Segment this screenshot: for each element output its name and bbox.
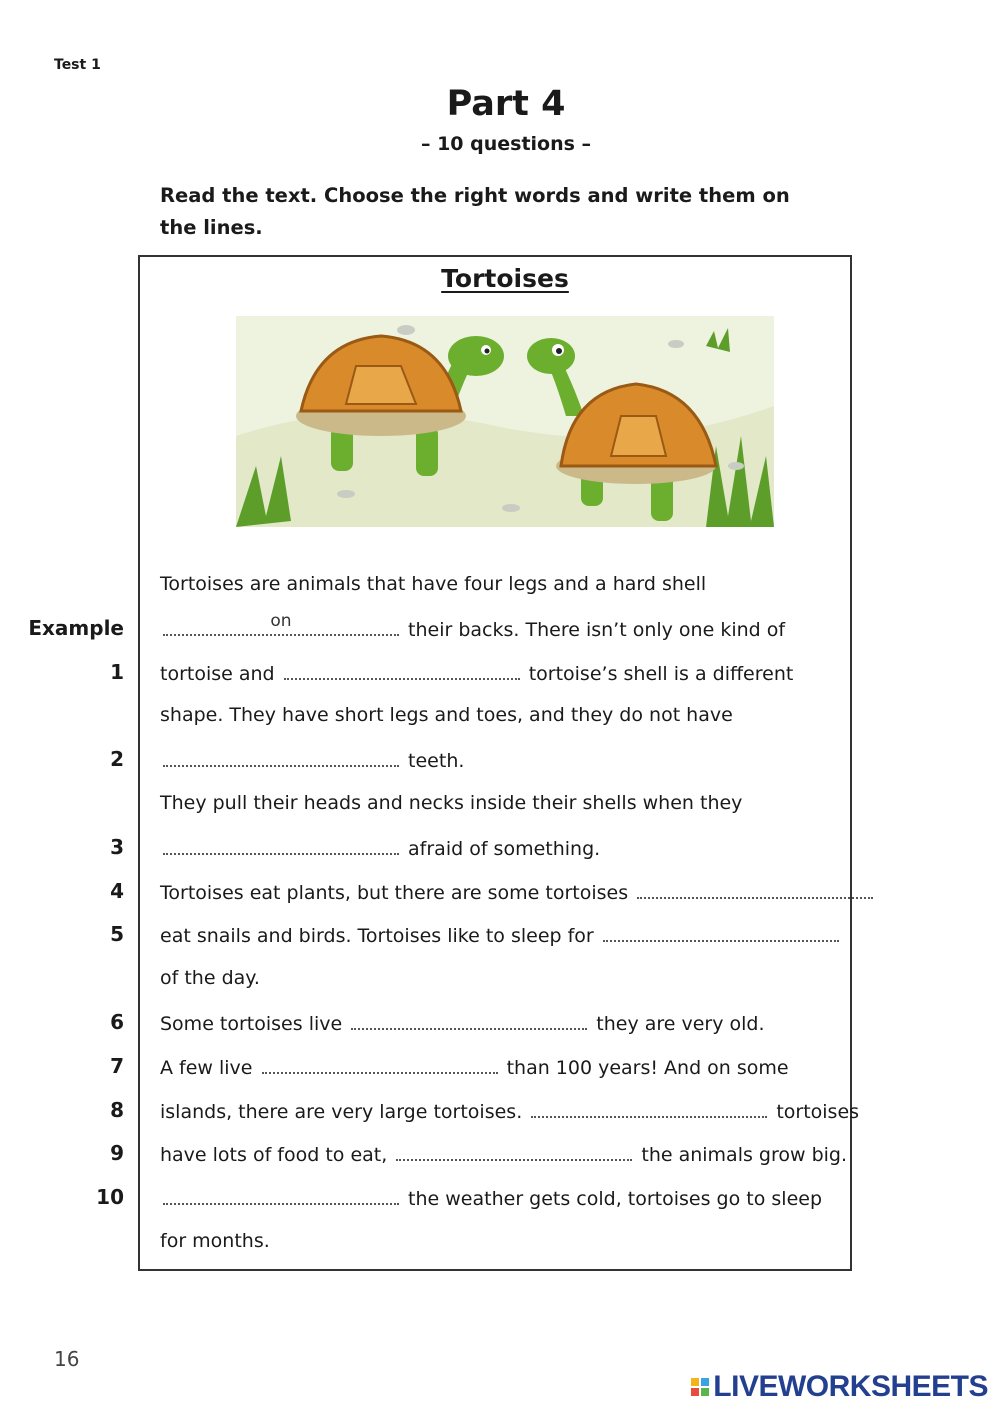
- question-number: 2: [110, 747, 124, 771]
- passage-text: eat snails and birds. Tortoises like to sleep for: [160, 925, 600, 947]
- answer-blank[interactable]: [284, 654, 520, 680]
- passage-text: A few live: [160, 1057, 259, 1079]
- passage-text: tortoise and: [160, 663, 281, 685]
- question-number: 10: [96, 1185, 124, 1209]
- passage-line: [160, 741, 464, 777]
- passage-text: tortoise’s shell is a different: [522, 663, 794, 685]
- passage-text: have lots of food to eat,: [160, 1144, 394, 1166]
- question-number: 8: [110, 1098, 124, 1122]
- passage-line: [160, 1048, 789, 1084]
- part-title: Part 4: [446, 84, 566, 124]
- tortoises-illustration: [236, 316, 774, 527]
- answer-blank[interactable]: [531, 1092, 767, 1118]
- passage-line: [160, 610, 785, 646]
- answer-blank[interactable]: [603, 916, 839, 942]
- passage-line: [160, 1179, 822, 1215]
- question-number: Example: [28, 616, 124, 640]
- answer-blank[interactable]: [637, 873, 873, 899]
- answer-blank[interactable]: [163, 829, 399, 855]
- passage-line: [160, 1135, 847, 1171]
- passage-text: of the day.: [160, 967, 260, 989]
- part-subtitle: – 10 questions –: [420, 133, 592, 155]
- passage-text: the weather gets cold, tortoises go to sleep: [402, 1188, 823, 1210]
- example-answer-line: [163, 610, 399, 636]
- answer-blank[interactable]: [163, 1179, 399, 1205]
- answer-blank[interactable]: [163, 741, 399, 767]
- question-number: 1: [110, 660, 124, 684]
- passage-line: [160, 785, 742, 821]
- passage-text: tortoises: [770, 1101, 860, 1123]
- passage-line: [160, 566, 706, 602]
- passage-text: They pull their heads and necks inside their shells when they: [160, 792, 743, 814]
- passage-line: [160, 829, 600, 865]
- passage-line: [160, 654, 793, 690]
- passage-line: [160, 1004, 765, 1040]
- page-number: 16: [54, 1347, 80, 1371]
- question-number: 3: [110, 835, 124, 859]
- question-number: 7: [110, 1054, 124, 1078]
- passage-text: their backs. There isn’t only one kind of: [402, 619, 786, 641]
- passage-text: for months.: [160, 1230, 270, 1252]
- passage-text: Some tortoises live: [160, 1013, 349, 1035]
- passage-line: [160, 1092, 859, 1128]
- passage-text: the animals grow big.: [635, 1144, 848, 1166]
- passage-text: Tortoises eat plants, but there are some tortoises: [160, 882, 635, 904]
- answer-blank[interactable]: [396, 1135, 632, 1161]
- passage-line: [160, 960, 260, 996]
- brand-name: LIVEWORKSHEETS: [713, 1370, 988, 1403]
- answer-blank[interactable]: [351, 1004, 587, 1030]
- question-number: 9: [110, 1141, 124, 1165]
- question-number: 4: [110, 879, 124, 903]
- instructions: Read the text. Choose the right words and write them on the lines.: [160, 184, 790, 239]
- question-number: 6: [110, 1010, 124, 1034]
- liveworksheets-logo: [691, 1370, 988, 1404]
- passage-text: afraid of something.: [402, 838, 601, 860]
- passage-text: than 100 years! And on some: [500, 1057, 789, 1079]
- passage-line: [160, 873, 876, 909]
- passage-text: shape. They have short legs and toes, and they do not have: [160, 704, 733, 726]
- passage-line: [160, 697, 733, 733]
- passage-line: [160, 1223, 270, 1259]
- question-number: 5: [110, 922, 124, 946]
- passage-text: islands, there are very large tortoises.: [160, 1101, 529, 1123]
- passage-text: Tortoises are animals that have four legs and a hard shell: [160, 573, 707, 595]
- answer-text: on: [270, 611, 292, 631]
- test-label: Test 1: [54, 57, 101, 73]
- answer-blank[interactable]: [262, 1048, 498, 1074]
- passage-line: [160, 916, 842, 952]
- passage-title: Tortoises: [441, 264, 569, 293]
- brand-mark-icon: [691, 1378, 709, 1396]
- passage-text: they are very old.: [590, 1013, 765, 1035]
- passage-text: teeth.: [402, 750, 465, 772]
